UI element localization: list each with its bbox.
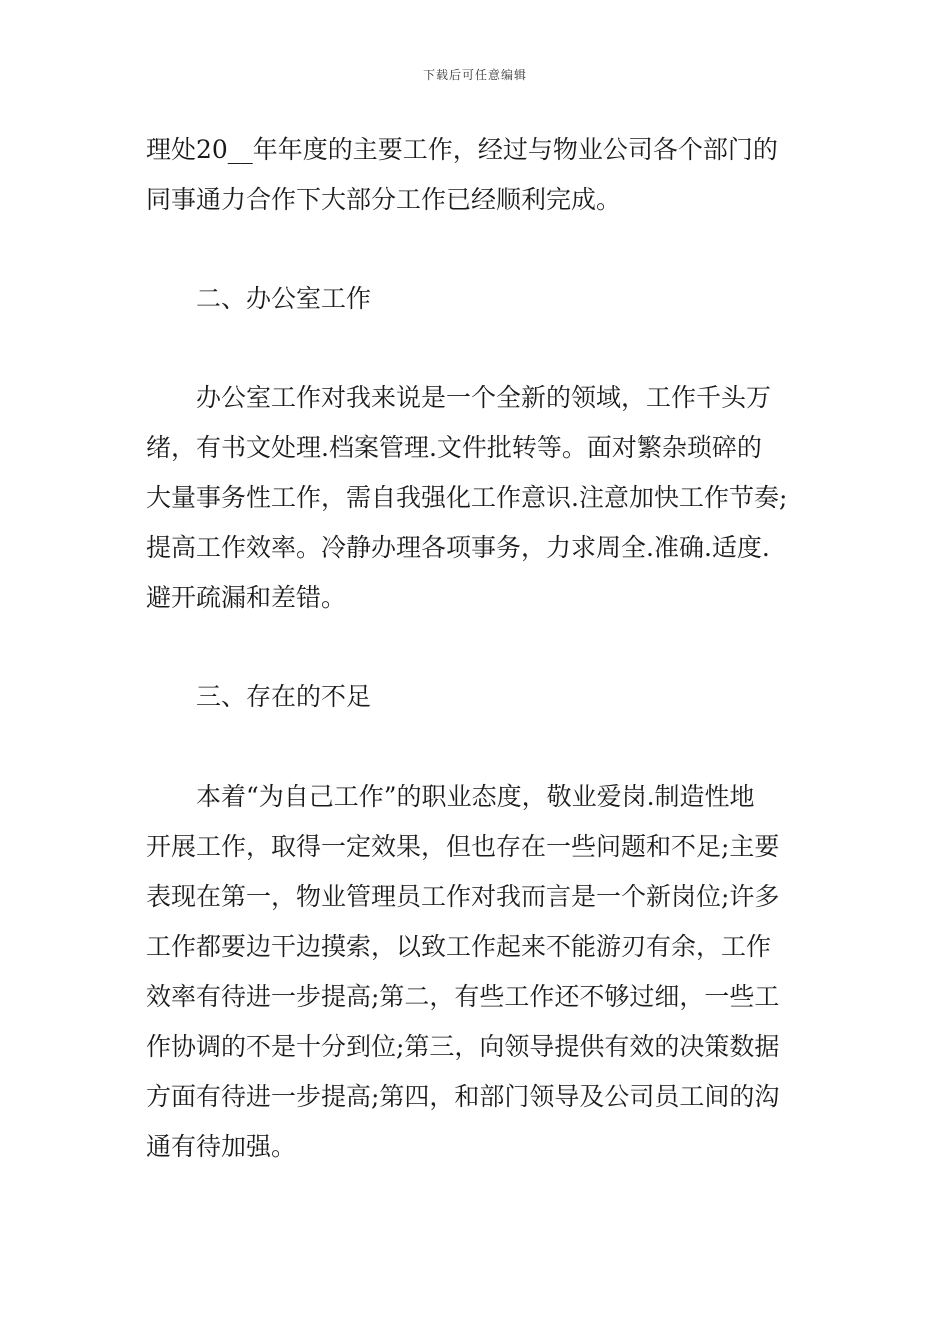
paragraph-line: 表现在第一，物业管理员工作对我而言是一个新岗位;许多 <box>146 882 780 911</box>
shortcomings-paragraph <box>146 772 826 1172</box>
paragraph-line: 工作都要边干边摸索，以致工作起来不能游刃有余，工作 <box>146 932 772 961</box>
paragraph-line: 避开疏漏和差错。 <box>146 583 347 612</box>
section-heading-shortcomings <box>196 672 876 722</box>
paragraph-line: 方面有待进一步提高;第四，和部门领导及公司员工间的沟 <box>146 1082 780 1111</box>
paragraph-line: 同事通力合作下大部分工作已经顺利完成。 <box>146 185 622 214</box>
paragraph-line: 办公室工作对我来说是一个全新的领域，工作千头万 <box>146 383 772 412</box>
paragraph-line: 通有待加强。 <box>146 1132 297 1161</box>
paragraph-line: 理处20__年年度的主要工作，经过与物业公司各个部门的 <box>146 135 778 164</box>
paragraph-line: 大量事务性工作，需自我强化工作意识.注意加快工作节奏; <box>146 483 788 512</box>
heading-text: 二、办公室工作 <box>196 284 372 313</box>
section-heading-office <box>196 274 876 324</box>
paragraph-line: 效率有待进一步提高;第二，有些工作还不够过细，一些工 <box>146 982 780 1011</box>
paragraph-line: 提高工作效率。冷静办理各项事务，力求周全.准确.适度. <box>146 533 770 562</box>
page-header-note: 下载后可任意编辑 <box>422 68 527 82</box>
paragraph-line: 本着“为自己工作”的职业态度，敬业爱岗.制造性地 <box>146 782 755 811</box>
heading-text: 三、存在的不足 <box>196 682 372 711</box>
paragraph-line: 开展工作，取得一定效果，但也存在一些问题和不足;主要 <box>146 832 780 861</box>
office-paragraph <box>146 373 826 623</box>
paragraph-line: 作协调的不是十分到位;第三，向领导提供有效的决策数据 <box>146 1032 780 1061</box>
intro-paragraph <box>146 125 826 225</box>
paragraph-line: 绪，有书文处理.档案管理.文件批转等。面对繁杂琐碎的 <box>146 433 762 462</box>
